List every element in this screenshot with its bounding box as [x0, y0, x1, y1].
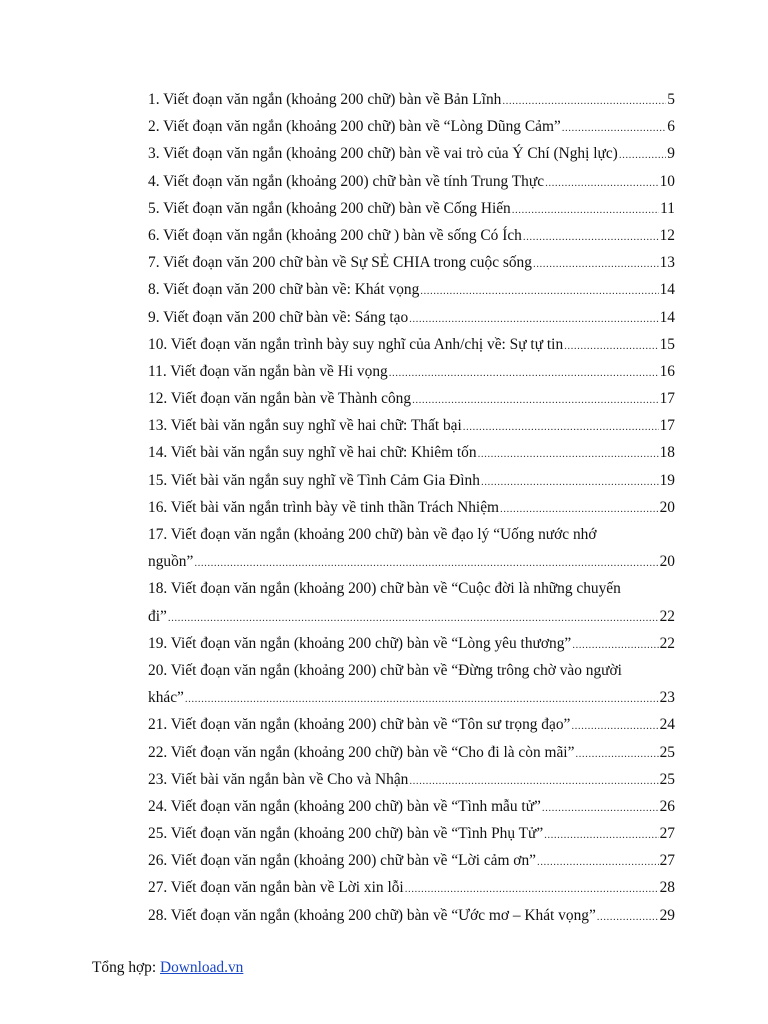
toc-leader-dots [562, 115, 667, 140]
toc-entry-text-line1[interactable]: 18. Viết đoạn văn ngắn (khoảng 200) chữ bàn về “Cuộc đời là những chuyến [148, 580, 621, 598]
toc-page-number: 22 [659, 607, 675, 625]
toc-entry-text: 16. Viết bài văn ngắn trình bày về tinh thần Trách Nhiệm [148, 498, 500, 516]
toc-leader-dots [481, 469, 659, 494]
toc-leader-dots [512, 197, 659, 222]
toc-entry-text: khác” [148, 689, 184, 707]
toc-page-number: 20 [659, 498, 675, 516]
toc-entry-text: 21. Viết đoạn văn ngắn (khoảng 200) chữ bàn về “Tôn sư trọng đạo” [148, 716, 571, 734]
toc-leader-dots [185, 686, 659, 711]
toc-leader-dots [575, 741, 658, 766]
footer [92, 957, 243, 979]
toc-entry[interactable] [148, 711, 675, 738]
toc-leader-dots [412, 387, 659, 412]
download-link[interactable]: Download.vn [160, 959, 244, 976]
toc-entry[interactable] [148, 793, 675, 820]
toc-leader-dots [523, 224, 659, 249]
toc-entry-text: 5. Viết đoạn văn ngắn (khoảng 200 chữ) bàn về Cống Hiến [148, 199, 511, 217]
toc-entry[interactable] [148, 412, 675, 439]
toc-leader-dots [420, 278, 658, 303]
toc-entry-text-line1[interactable]: 20. Viết đoạn văn ngắn (khoảng 200) chữ bàn về “Đừng trông chờ vào người [148, 661, 622, 679]
toc-entry[interactable] [148, 140, 675, 167]
toc-entry[interactable] [148, 331, 675, 358]
toc-entry-text: nguồn” [148, 553, 194, 571]
toc-entry-text-line1[interactable]: 17. Viết đoạn văn ngắn (khoảng 200 chữ) bàn về đạo lý “Uống nước nhớ [148, 526, 597, 543]
toc-page-number: 29 [659, 906, 675, 924]
toc-page-number: 14 [659, 281, 675, 299]
toc-leader-dots [533, 251, 659, 276]
toc-leader-dots [537, 849, 659, 874]
toc-entry-text: 13. Viết bài văn ngắn suy nghĩ về hai chữ: Thất bại [148, 417, 462, 435]
toc-page-number: 5 [667, 91, 675, 108]
toc-entry[interactable] [148, 467, 675, 494]
toc-entry[interactable] [148, 249, 675, 276]
toc-leader-dots [564, 333, 658, 358]
toc-entry-text: 12. Viết đoạn văn ngắn bàn về Thành công [148, 390, 412, 408]
toc-entry-text: 24. Viết đoạn văn ngắn (khoảng 200 chữ) bàn về “Tình mẫu tử” [148, 797, 541, 815]
toc-page-number: 27 [659, 852, 675, 870]
toc-page-number: 15 [659, 335, 675, 353]
toc-entry-text: 23. Viết bài văn ngắn bàn về Cho và Nhận [148, 770, 409, 788]
toc-page-number: 17 [659, 390, 675, 408]
toc-leader-dots [544, 822, 658, 847]
toc-page-number: 27 [659, 825, 675, 843]
toc-entry-text: 25. Viết đoạn văn ngắn (khoảng 200 chữ) bàn về “Tình Phụ Tử” [148, 825, 544, 843]
toc-entry-text: 1. Viết đoạn văn ngắn (khoảng 200 chữ) bàn về Bản Lĩnh [148, 91, 502, 108]
toc-page-number: 10 [659, 172, 675, 190]
toc-leader-dots [405, 876, 659, 901]
toc-entry[interactable] [148, 874, 675, 901]
toc-entry[interactable] [148, 766, 675, 793]
toc-page-number: 9 [667, 145, 675, 163]
toc-leader-dots [463, 414, 659, 439]
toc-page-number: 12 [659, 226, 675, 244]
toc-entry-text: 15. Viết bài văn ngắn suy nghĩ về Tình Cảm Gia Đình [148, 471, 480, 489]
toc-page-number: 18 [659, 444, 675, 462]
toc-entry-text: 6. Viết đoạn văn ngắn (khoảng 200 chữ ) bàn về sống Có Ích [148, 226, 522, 244]
toc-entry[interactable] [148, 847, 675, 874]
toc-entry-text: 26. Viết đoạn văn ngắn (khoảng 200) chữ bàn về “Lời cảm ơn” [148, 852, 536, 870]
toc-entry[interactable] [148, 902, 675, 929]
toc-entry[interactable] [148, 86, 675, 113]
toc-entry-text: 7. Viết đoạn văn 200 chữ bàn về Sự SẺ CHIA trong cuộc sống [148, 254, 532, 272]
toc-page-number: 22 [659, 634, 675, 652]
toc-entry[interactable] [148, 603, 675, 630]
toc-leader-dots [619, 142, 666, 167]
toc-entry-text: 27. Viết đoạn văn ngắn bàn về Lời xin lỗi [148, 879, 404, 897]
toc-entry-text: 22. Viết đoạn văn ngắn (khoảng 200 chữ) bàn về “Cho đi là còn mãi” [148, 743, 575, 761]
toc-entry[interactable] [148, 820, 675, 847]
toc-page-number: 24 [659, 716, 675, 734]
toc-entry-text: 8. Viết đoạn văn 200 chữ bàn về: Khát vọng [148, 281, 420, 299]
toc-entry-text: 14. Viết bài văn ngắn suy nghĩ về hai chữ: Khiêm tốn [148, 444, 477, 462]
toc-entry[interactable] [148, 113, 675, 140]
toc-leader-dots [478, 441, 659, 466]
toc-entry-text: đi” [148, 607, 167, 625]
footer-label: Tổng hợp: [92, 959, 157, 976]
toc-entry[interactable] [148, 222, 675, 249]
toc-entry[interactable] [148, 358, 675, 385]
toc-entry[interactable] [148, 494, 675, 521]
toc-page-number: 19 [659, 471, 675, 489]
toc-entry[interactable] [148, 439, 675, 466]
toc-page-number: 6 [667, 118, 675, 136]
toc-leader-dots [168, 605, 659, 630]
toc-page-number: 25 [659, 743, 675, 761]
toc-leader-dots [409, 768, 658, 793]
toc-entry[interactable] [148, 195, 675, 222]
toc-leader-dots [545, 170, 659, 195]
toc-entry-text: 9. Viết đoạn văn 200 chữ bàn về: Sáng tạo [148, 308, 409, 326]
toc-entry-text: 10. Viết đoạn văn ngắn trình bày suy nghĩ của Anh/chị về: Sự tự tin [148, 335, 564, 353]
toc-leader-dots [502, 88, 666, 113]
toc-entry-text: 2. Viết đoạn văn ngắn (khoảng 200 chữ) bàn về “Lòng Dũng Cảm” [148, 118, 561, 136]
toc-leader-dots [409, 306, 658, 331]
toc-leader-dots [194, 550, 658, 575]
toc-entry[interactable] [148, 304, 675, 331]
toc-page-number: 17 [659, 417, 675, 435]
toc-leader-dots [389, 360, 659, 385]
toc-page-number: 16 [659, 362, 675, 380]
toc-page-number: 25 [659, 770, 675, 788]
toc-leader-dots [500, 496, 659, 521]
toc-entry[interactable] [148, 276, 675, 303]
toc-entry[interactable] [148, 385, 675, 412]
table-of-contents [148, 86, 675, 929]
toc-page-number: 11 [660, 199, 675, 217]
toc-page-number: 28 [659, 879, 675, 897]
toc-entry-text: 4. Viết đoạn văn ngắn (khoảng 200) chữ bàn về tính Trung Thực [148, 172, 545, 190]
toc-page-number: 20 [659, 553, 675, 571]
toc-entry-text: 11. Viết đoạn văn ngắn bàn về Hi vọng [148, 362, 388, 380]
toc-entry-text: 3. Viết đoạn văn ngắn (khoảng 200 chữ) bàn về vai trò của Ý Chí (Nghị lực) [148, 145, 618, 163]
toc-entry[interactable] [148, 630, 675, 657]
toc-page-number: 26 [659, 797, 675, 815]
toc-entry[interactable] [148, 684, 675, 711]
toc-page-number: 13 [659, 254, 675, 272]
toc-leader-dots [597, 904, 659, 929]
toc-entry[interactable] [148, 548, 675, 575]
toc-entry-text: 28. Viết đoạn văn ngắn (khoảng 200 chữ) bàn về “Ước mơ – Khát vọng” [148, 906, 596, 924]
toc-page-number: 23 [659, 689, 675, 707]
toc-entry[interactable] [148, 168, 675, 195]
toc-page-number: 14 [659, 308, 675, 326]
toc-entry[interactable] [148, 739, 675, 766]
toc-leader-dots [572, 632, 658, 657]
toc-entry-text: 19. Viết đoạn văn ngắn (khoảng 200 chữ) bàn về “Lòng yêu thương” [148, 634, 572, 652]
toc-leader-dots [542, 795, 659, 820]
toc-leader-dots [571, 713, 658, 738]
